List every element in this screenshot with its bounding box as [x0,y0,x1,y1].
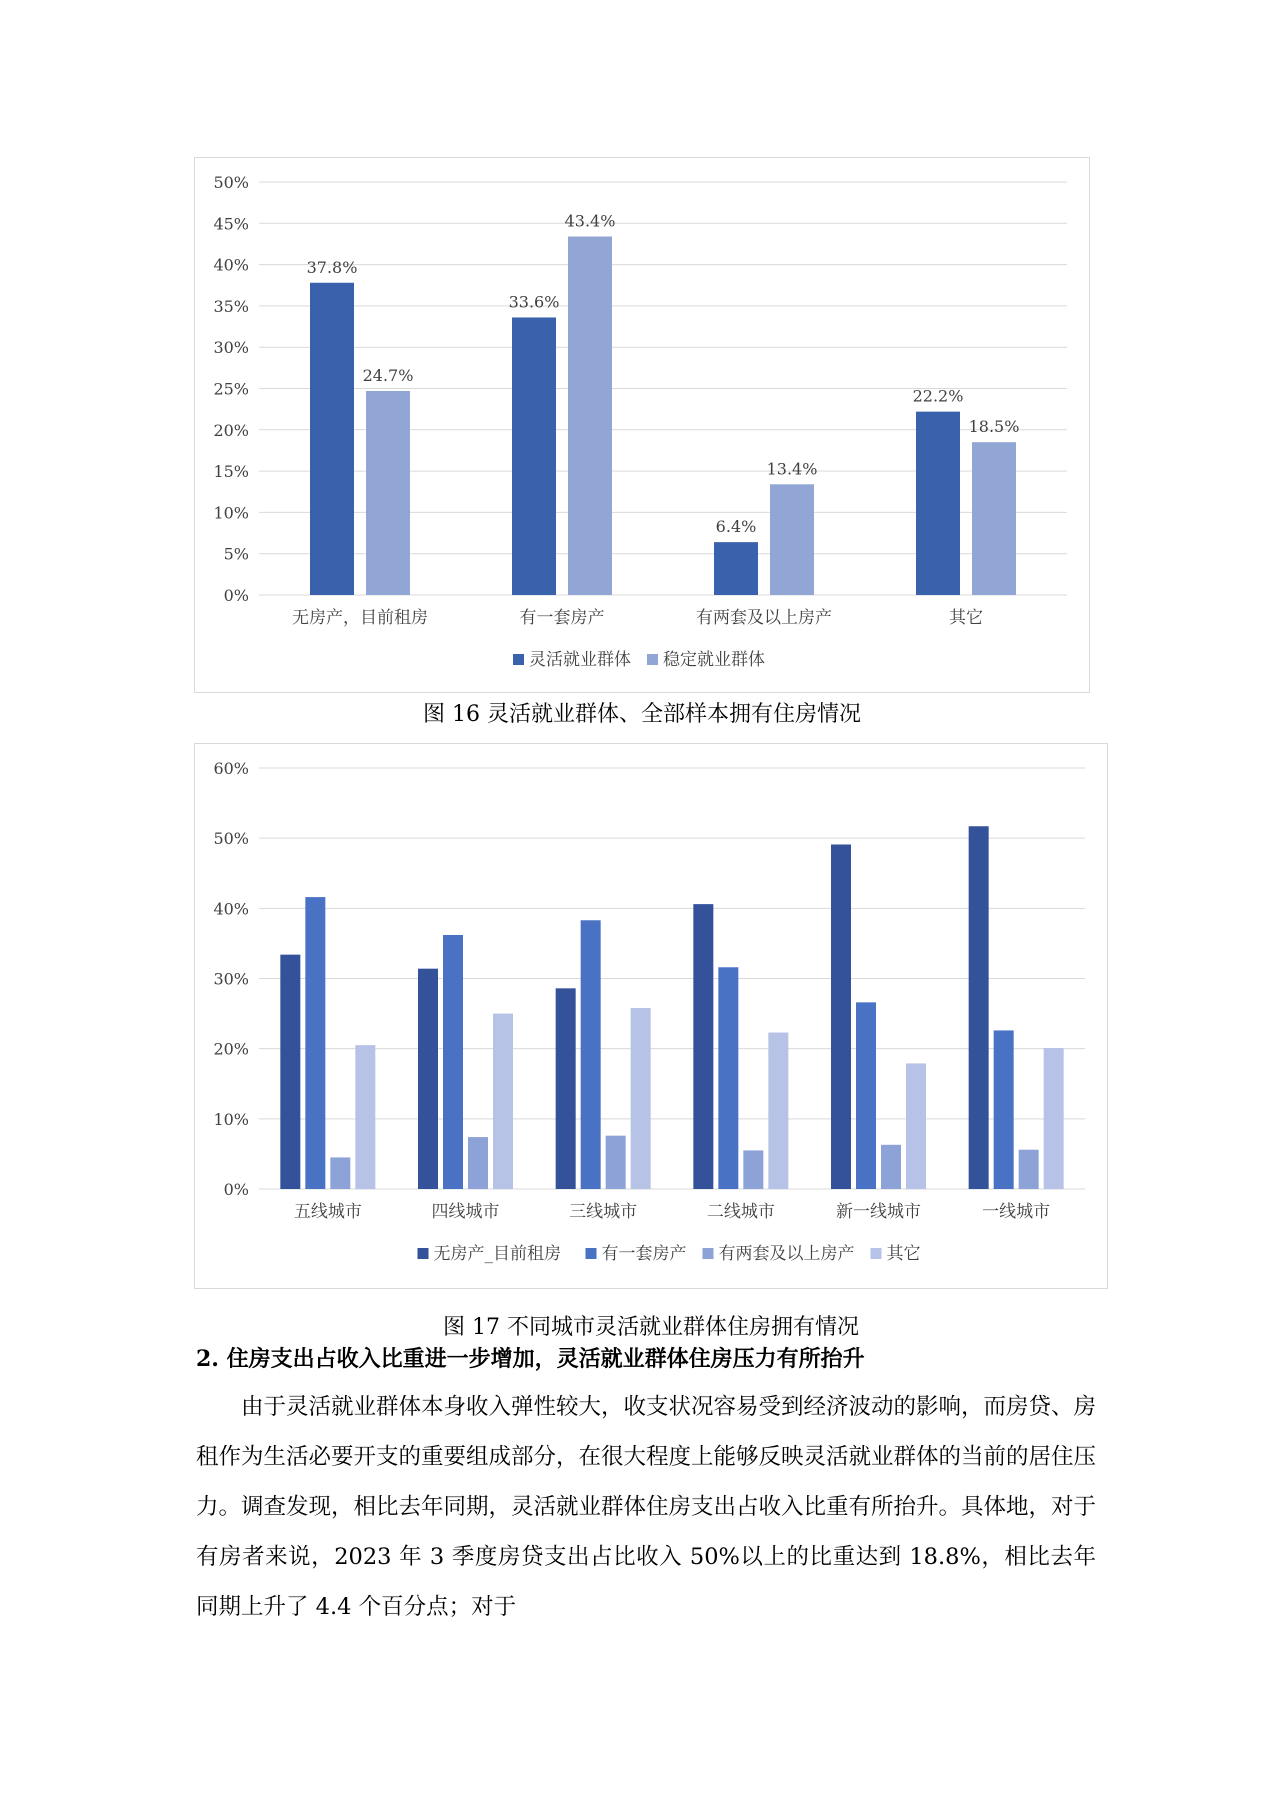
y-tick-label: 45% [213,214,249,234]
chart-17 [195,744,1107,1288]
legend-label: 无房产_目前租房 [433,1244,561,1264]
legend-swatch [871,1248,882,1259]
bar [581,920,601,1189]
bar [355,1045,375,1189]
y-tick-label: 30% [213,969,249,989]
bar [770,484,814,595]
y-tick-label: 40% [213,899,249,919]
y-tick-label: 60% [213,759,249,778]
bar [906,1063,926,1189]
bar [493,1014,513,1189]
bar [718,967,738,1189]
y-tick-label: 35% [213,296,249,316]
legend-label: 有两套及以上房产 [718,1244,855,1264]
bar [1044,1048,1064,1189]
bar [768,1033,788,1189]
bar [468,1137,488,1189]
bar [305,897,325,1189]
body-paragraph: 由于灵活就业群体本身收入弹性较大，收支状况容易受到经济波动的影响，而房贷、房租作为生活必要开支的重要组成部分，在很大程度上能够反映灵活就业群体的当前的居住压力。调查发现，相比去年同期，灵活就业群体住房支出占收入比重有所抬升。具体地，对于有房者来说，2023 年 3 季度房贷支出占比收入 50%以上的比重达到 18.8%，相比去年同期上升了 4.4 个百分点；对于 [196,1394,1097,1620]
chart-16-frame [194,157,1090,693]
x-category-label: 无房产，目前租房 [292,608,428,628]
y-tick-label: 40% [213,255,249,275]
chart-17-frame [194,743,1108,1289]
legend-label: 稳定就业群体 [663,650,765,670]
bar [366,391,410,595]
bar [994,1030,1014,1189]
y-tick-label: 10% [213,1109,249,1129]
bar [310,283,354,595]
x-category-label: 三线城市 [569,1202,638,1222]
y-tick-label: 5% [223,544,249,564]
legend-swatch [703,1248,714,1259]
bar [831,844,851,1189]
bar [556,988,576,1189]
legend-swatch [647,654,658,665]
x-category-label: 其它 [949,608,983,628]
data-label: 24.7% [362,365,414,385]
bar [743,1150,763,1189]
legend-swatch [586,1248,597,1259]
y-tick-label: 0% [223,1180,249,1199]
bar [969,826,989,1189]
y-tick-label: 20% [213,1039,249,1059]
bar [330,1157,350,1189]
legend-swatch [513,654,524,665]
bar [631,1008,651,1189]
y-tick-label: 10% [213,503,249,523]
bar [280,955,300,1189]
data-label: 6.4% [715,517,757,537]
y-tick-label: 20% [213,420,249,440]
y-tick-label: 30% [213,338,249,358]
bar [916,412,960,595]
chart-16 [195,158,1089,692]
legend-swatch [418,1248,429,1259]
bar [972,442,1016,595]
bar [443,935,463,1189]
legend-label: 其它 [886,1244,921,1264]
x-category-label: 新一线城市 [836,1202,921,1222]
bar [714,542,758,595]
y-tick-label: 50% [213,173,249,192]
figure-16-caption: 图 16 灵活就业群体、全部样本拥有住房情况 [423,702,861,727]
data-label: 18.5% [968,417,1020,437]
data-label: 33.6% [508,292,560,312]
data-label: 43.4% [564,211,616,231]
x-category-label: 五线城市 [293,1202,362,1222]
bar [418,969,438,1189]
x-category-label: 一线城市 [982,1202,1051,1222]
x-category-label: 二线城市 [706,1202,775,1222]
y-tick-label: 25% [213,379,249,399]
body-text [196,1382,1096,1632]
y-tick-label: 0% [223,586,249,605]
x-category-label: 有两套及以上房产 [696,608,832,628]
y-tick-label: 15% [213,462,249,482]
section-heading: 2. 住房支出占收入比重进一步增加，灵活就业群体住房压力有所抬升 [196,1346,865,1372]
bar [881,1145,901,1189]
bar [512,317,556,595]
y-tick-label: 50% [213,829,249,849]
x-category-label: 四线城市 [431,1202,500,1222]
bar [606,1136,626,1189]
x-category-label: 有一套房产 [519,608,605,628]
bar [1019,1150,1039,1189]
bar [856,1002,876,1189]
legend-label: 灵活就业群体 [529,650,631,670]
data-label: 22.2% [912,386,964,406]
figure-17-caption: 图 17 不同城市灵活就业群体住房拥有情况 [443,1315,859,1340]
data-label: 13.4% [766,459,818,479]
data-label: 37.8% [306,257,358,277]
legend-label: 有一套房产 [601,1244,687,1264]
bar [693,904,713,1189]
bar [568,237,612,595]
